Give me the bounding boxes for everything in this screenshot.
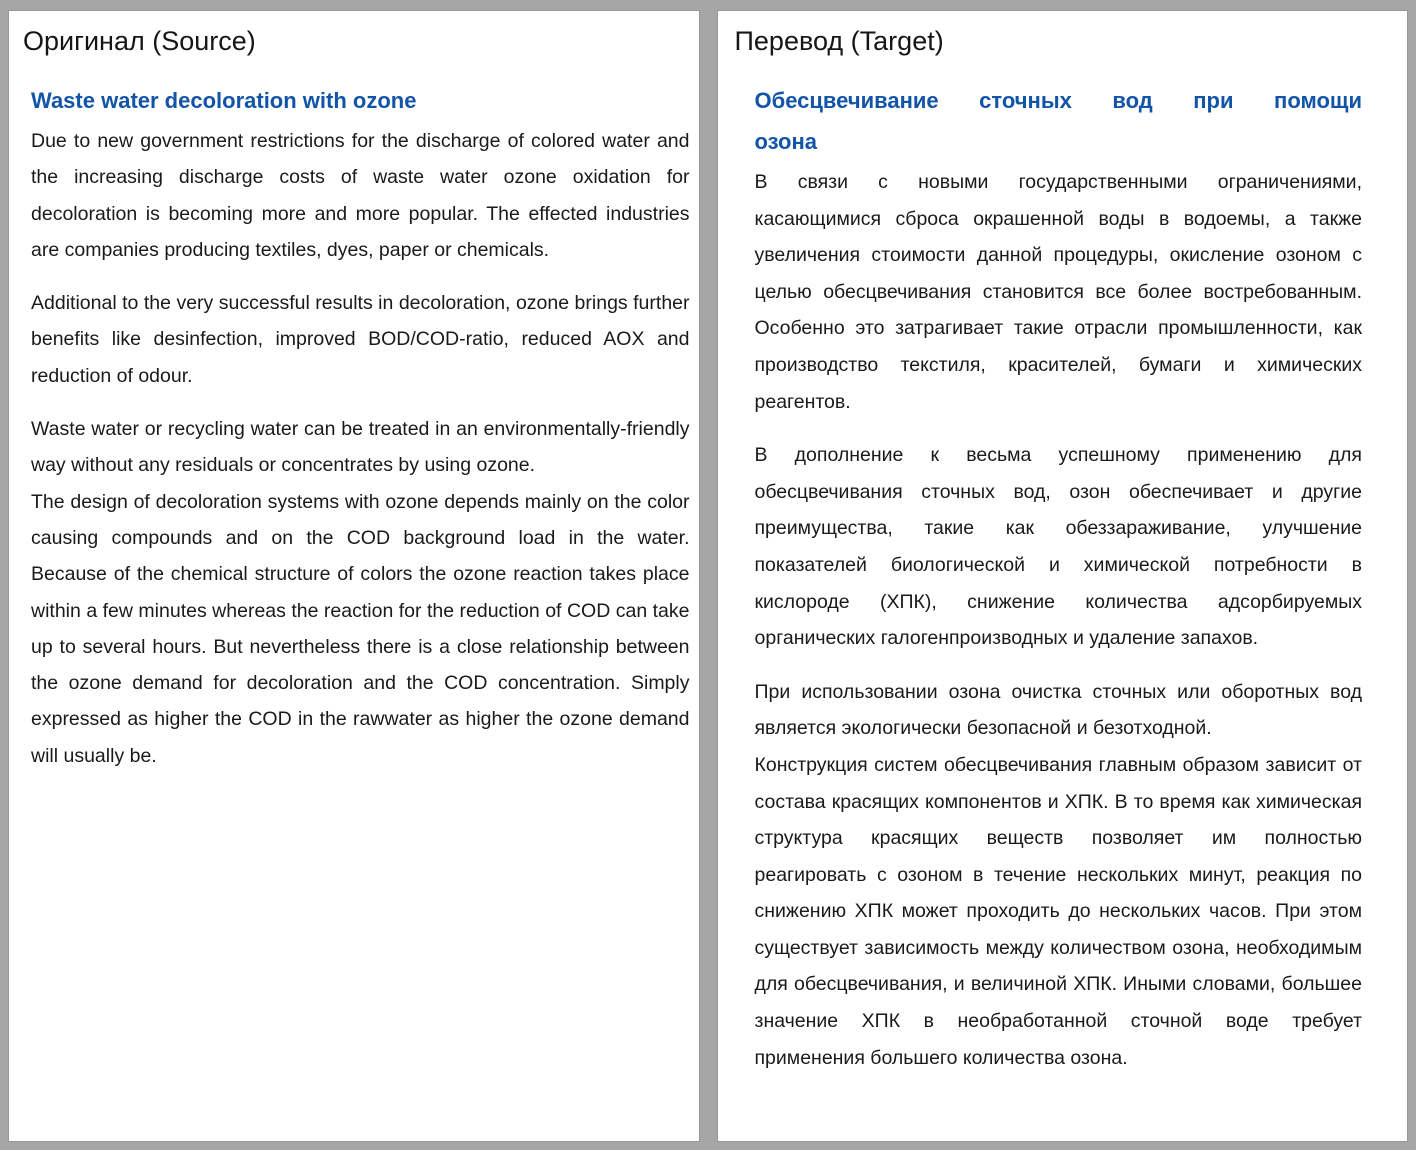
source-paragraph: The design of decoloration systems with ozone depends mainly on the color causing compounds and on the COD background load in the water. Because of the chemical structure of colors the ozone reaction takes place within a few minutes whereas the reaction for the reduction of COD can take up to several hours. But nevertheless there is a close relationship between the ozone demand for decoloration and the COD concentration. Simply expressed as higher the COD in the rawwater as higher the ozone demand will usually be. bbox=[31, 490, 690, 767]
source-paragraph: Due to new government restrictions for the discharge of colored water and the increasing discharge costs of waste water ozone oxidation for decoloration is becoming more and more popular. The effected industries are companies producing textiles, dyes, paper or chemicals. bbox=[31, 130, 690, 261]
target-document bbox=[755, 80, 1363, 1076]
target-title-line-2: озона bbox=[754, 129, 817, 154]
source-document-title: Waste water decoloration with ozone bbox=[31, 88, 417, 113]
target-paragraph: При использовании озона очистка сточных или оборотных вод является экологически безопасной и безотходной. bbox=[754, 680, 1362, 740]
target-paragraphs bbox=[755, 164, 1363, 1076]
target-panel bbox=[717, 10, 1409, 1142]
target-title-line-1: Обесцвечивание сточных вод при помощи bbox=[754, 88, 1362, 113]
source-paragraphs bbox=[31, 123, 690, 774]
target-document-title bbox=[755, 80, 1363, 162]
target-panel-header: Перевод (Target) bbox=[734, 26, 944, 56]
target-paragraph: В связи с новыми государственными ограничениями, касающимися сброса окрашенной воды в водоемы, а также увеличения стоимости данной процедуры, окисление озоном с целью обесцвечивания становится все более востребованным. Особенно это затрагивает такие отрасли промышленности, как производство текстиля, красителей, бумаги и химических реагентов. bbox=[754, 171, 1362, 413]
target-paragraph: Конструкция систем обесцвечивания главным образом зависит от состава красящих компонентов и ХПК. В то время как химическая структура красящих веществ позволяет им полностью реагировать с озоном в течение нескольких минут, реакция по снижению ХПК может проходить до нескольких часов. При этом существует зависимость между количеством озона, необходимым для обесцвечивания, и величиной ХПК. Иными словами, большее значение ХПК в необработанной сточной воде требует применения большего количества озона. bbox=[754, 753, 1362, 1069]
source-panel bbox=[8, 10, 700, 1142]
source-paragraph: Additional to the very successful results in decoloration, ozone brings further benefits like desinfection, improved BOD/COD-ratio, reduced AOX and reduction of odour. bbox=[31, 292, 690, 387]
source-document bbox=[31, 80, 690, 774]
source-paragraph: Waste water or recycling water can be treated in an environmentally-friendly way without any residuals or concentrates by using ozone. bbox=[31, 418, 690, 477]
source-panel-header: Оригинал (Source) bbox=[23, 26, 256, 56]
target-paragraph: В дополнение к весьма успешному применению для обесцвечивания сточных вод, озон обеспечивает и другие преимущества, такие как обеззараживание, улучшение показателей биологической и химической потребности в кислороде (ХПК), снижение количества адсорбируемых органических галогенпроизводных и удаление запахов. bbox=[754, 444, 1362, 650]
